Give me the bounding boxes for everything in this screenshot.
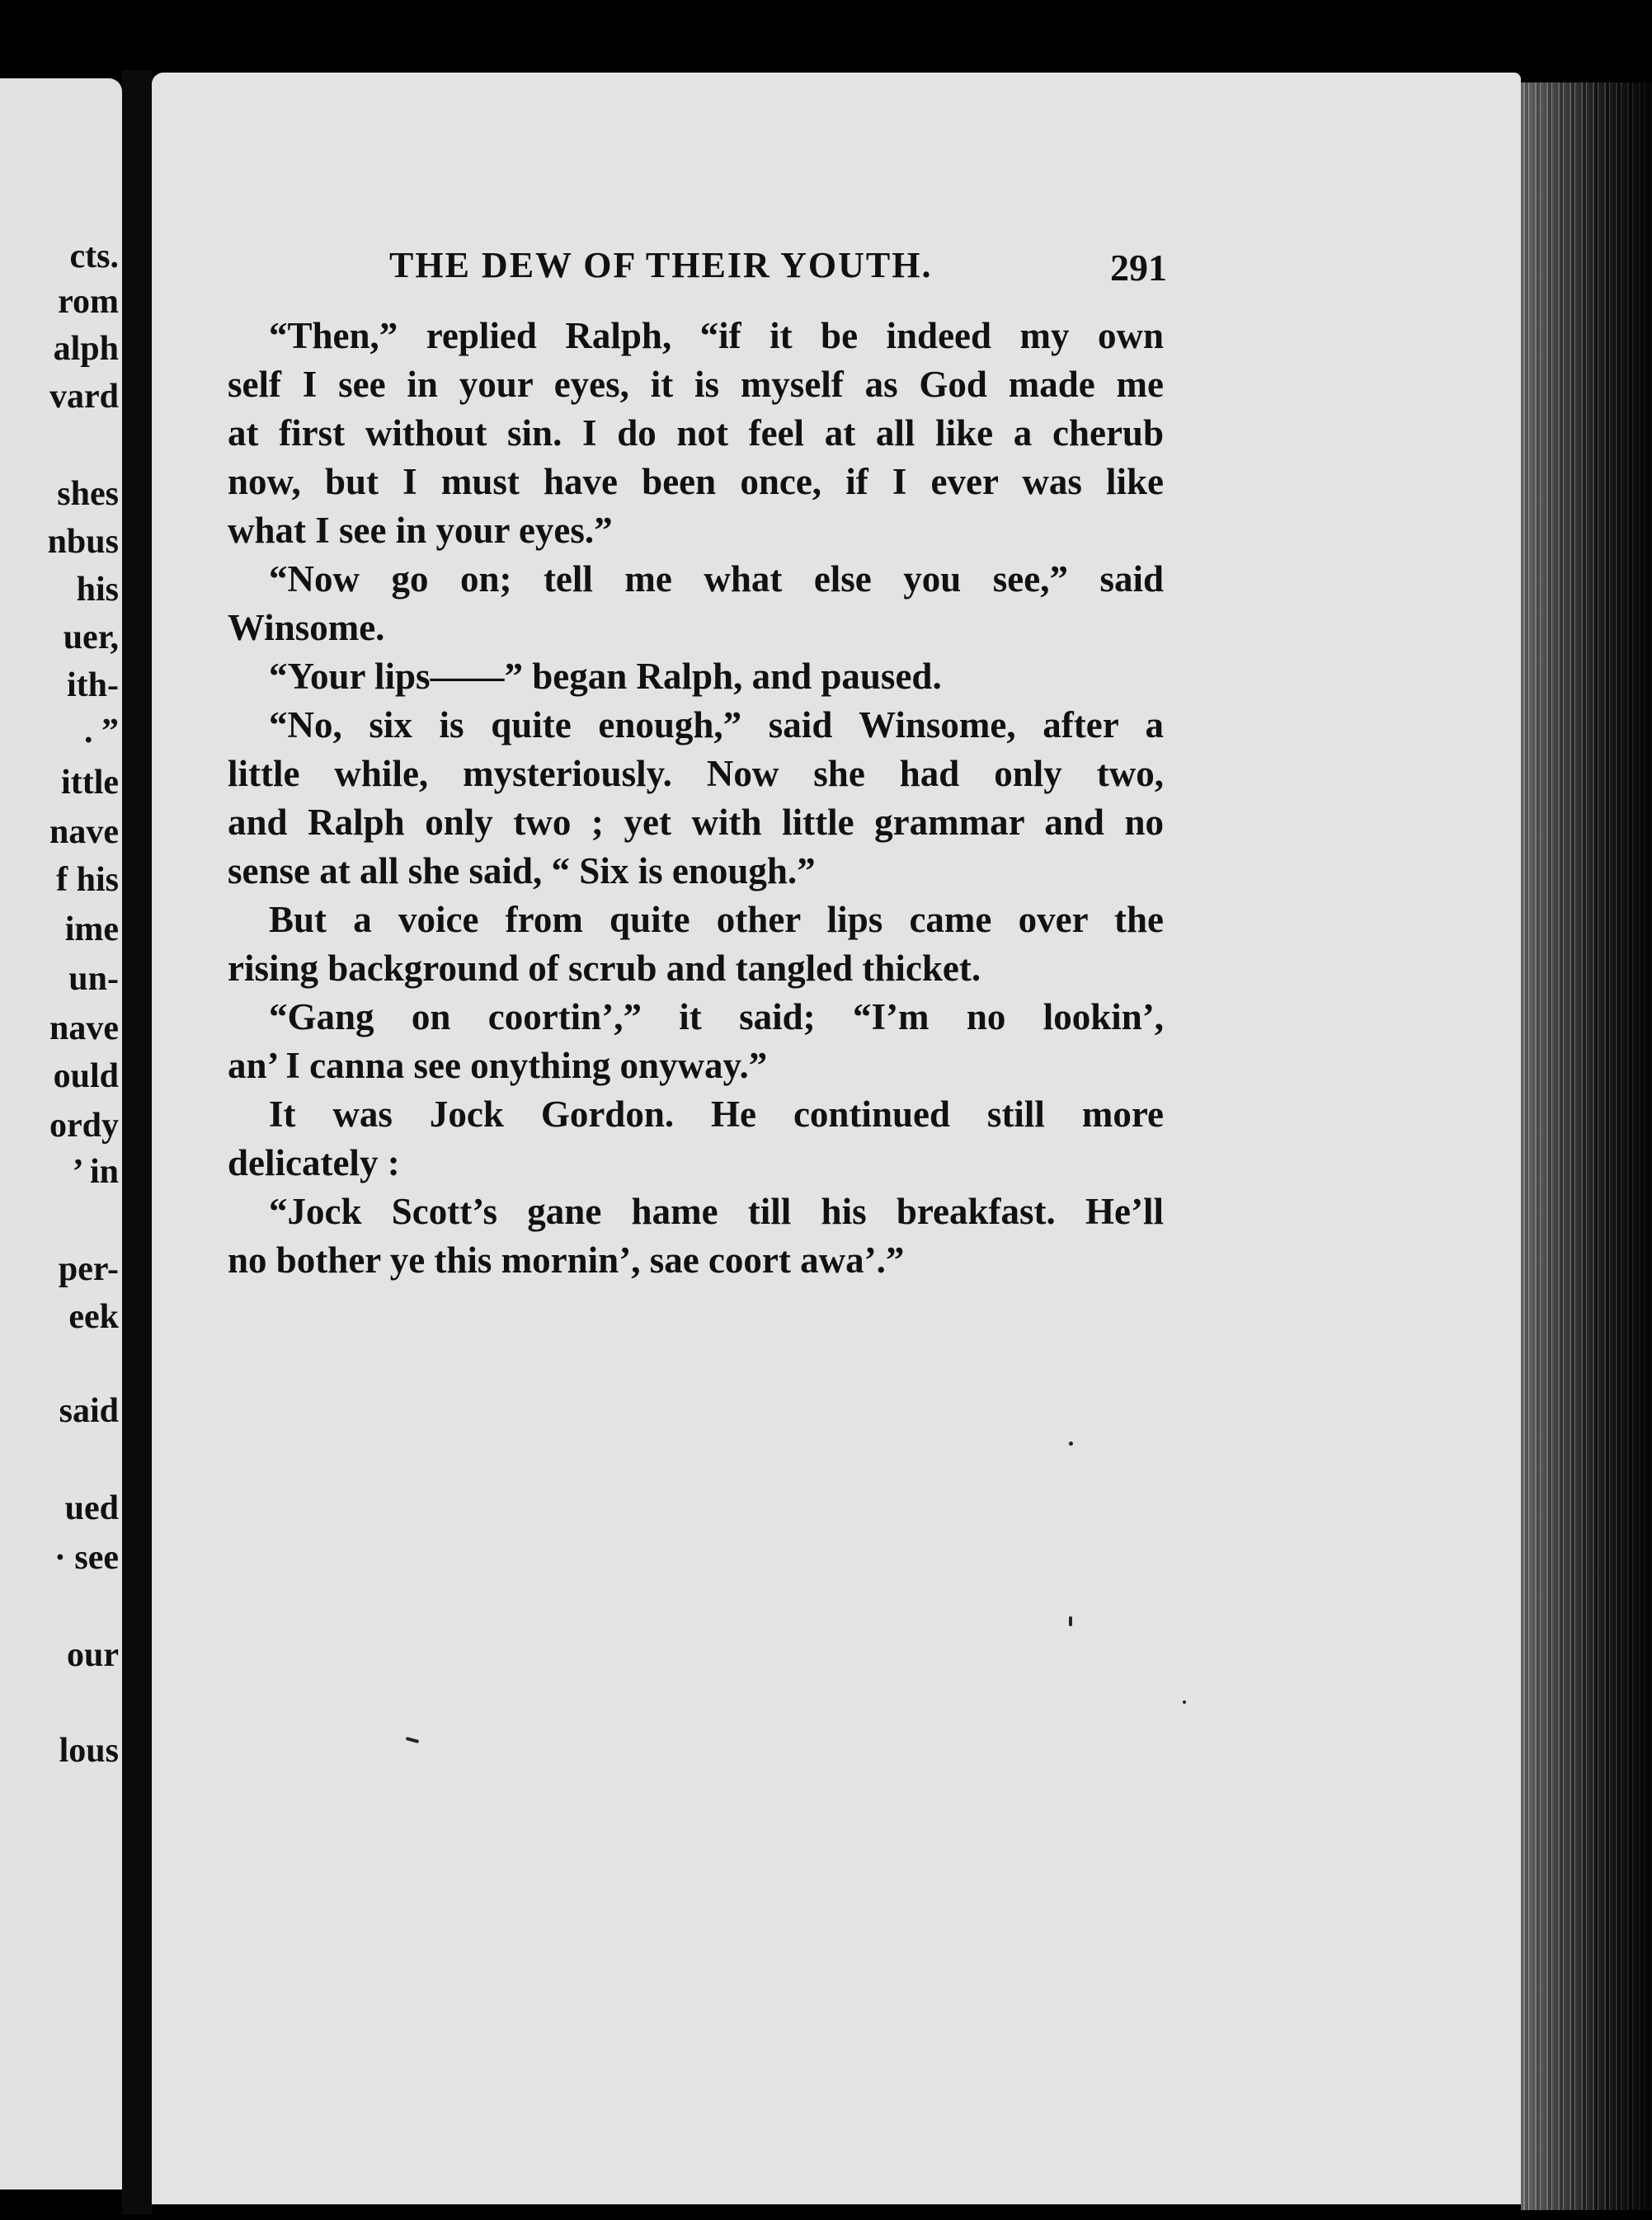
- left-page-fragment: shes: [57, 475, 119, 513]
- text-line: “Gang on coortin’,” it said; “I’m no lookin’,: [269, 996, 1164, 1037]
- left-facing-page: [0, 78, 122, 2189]
- right-page: [152, 73, 1521, 2204]
- paper-speck: [1069, 1442, 1073, 1446]
- text-line: Winsome.: [228, 607, 385, 648]
- left-page-fragment: un-: [68, 960, 119, 998]
- page-number: 291: [1110, 247, 1167, 289]
- left-page-fragment: said: [59, 1392, 119, 1430]
- left-page-fragment: rom: [58, 283, 119, 321]
- running-head: THE DEW OF THEIR YOUTH.: [389, 245, 933, 285]
- left-page-fragment: cts.: [69, 238, 119, 275]
- left-page-fragment: uer,: [63, 618, 119, 656]
- text-line: “No, six is quite enough,” said Winsome, after a: [269, 704, 1164, 745]
- left-page-fragment: · see: [54, 1539, 119, 1577]
- text-line: an’ I canna see onything onyway.”: [228, 1045, 768, 1086]
- text-line: self I see in your eyes, it is myself as God made me: [228, 364, 1164, 405]
- left-page-fragment: ued: [64, 1489, 119, 1527]
- left-page-fragment: eek: [68, 1298, 119, 1336]
- text-line: now, but I must have been once, if I ever was like: [228, 461, 1164, 502]
- text-line: what I see in your eyes.”: [228, 510, 613, 551]
- left-page-fragment: ime: [64, 910, 119, 948]
- left-page-fragment: lous: [59, 1732, 119, 1770]
- text-line: “Then,” replied Ralph, “if it be indeed my own: [269, 315, 1164, 356]
- left-page-fragment: vard: [49, 378, 119, 416]
- left-page-fragment: nave: [49, 813, 119, 851]
- left-page-fragment: per-: [58, 1250, 119, 1288]
- text-line: But a voice from quite other lips came over the: [269, 899, 1164, 940]
- text-line: “Jock Scott’s gane hame till his breakfast. He’ll: [269, 1191, 1164, 1232]
- left-page-fragment: . ”: [84, 713, 119, 750]
- left-page-fragment: ’ in: [72, 1153, 119, 1191]
- text-line: “Now go on; tell me what else you see,” said: [269, 558, 1164, 600]
- book-gutter: [122, 70, 152, 2214]
- paper-speck: [406, 1737, 419, 1743]
- text-line: no bother ye this mornin’, sae coort awa’.”: [228, 1239, 905, 1281]
- text-line: It was Jock Gordon. He continued still more: [269, 1094, 1164, 1135]
- paper-speck: [1069, 1616, 1072, 1626]
- left-page-fragment: nave: [49, 1009, 119, 1047]
- left-page-fragment: ith-: [67, 666, 119, 704]
- text-line: at first without sin. I do not feel at all like a cherub: [228, 412, 1164, 454]
- left-page-fragment: alph: [53, 330, 119, 368]
- left-page-fragment: our: [67, 1636, 119, 1674]
- text-line: “Your lips——” began Ralph, and paused.: [269, 656, 942, 697]
- left-page-fragment: ordy: [49, 1107, 119, 1145]
- left-page-fragment: his: [76, 571, 119, 609]
- page-fore-edge-shade: [1521, 82, 1652, 2210]
- text-line: sense at all she said, “ Six is enough.”: [228, 850, 816, 891]
- left-page-fragment: f his: [56, 861, 119, 899]
- text-line: rising background of scrub and tangled thicket.: [228, 948, 981, 989]
- text-line: and Ralph only two ; yet with little grammar and no: [228, 802, 1164, 843]
- text-line: delicately :: [228, 1142, 400, 1183]
- left-page-fragment: nbus: [47, 523, 119, 561]
- left-page-fragment: ittle: [61, 764, 119, 802]
- body-text: [228, 312, 1164, 1285]
- text-line: little while, mysteriously. Now she had only two,: [228, 753, 1164, 794]
- paper-speck: [1183, 1700, 1186, 1704]
- left-page-fragment: ould: [53, 1057, 119, 1095]
